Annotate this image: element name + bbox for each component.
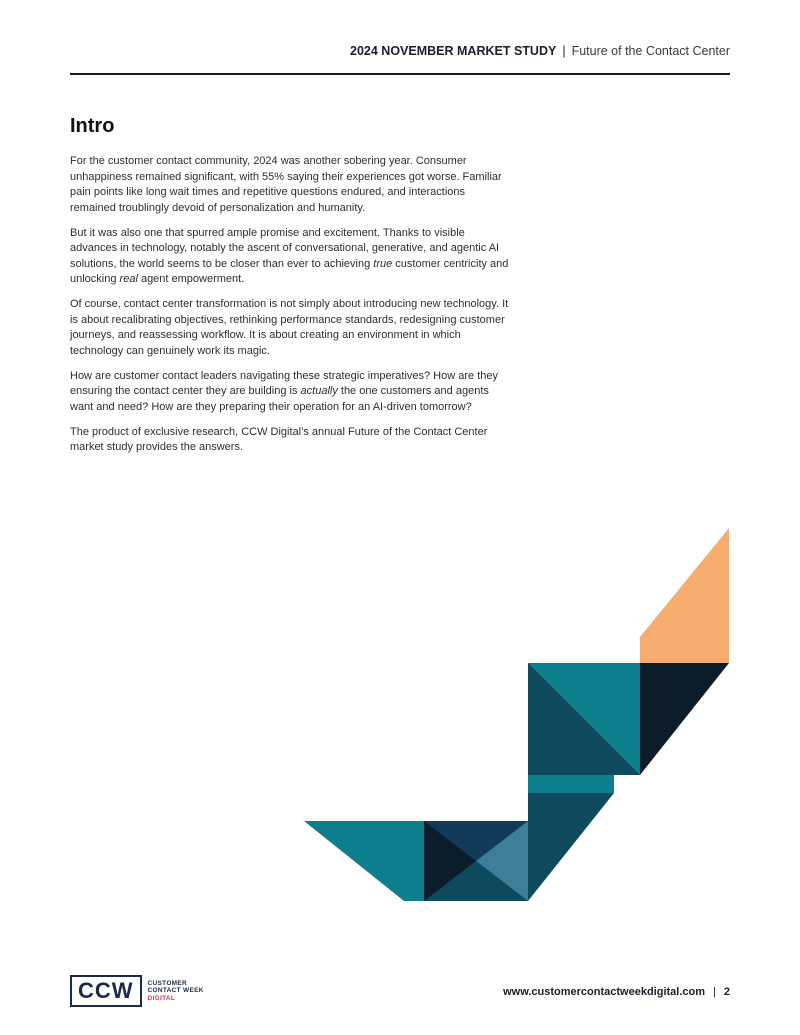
study-title: 2024 NOVEMBER MARKET STUDY xyxy=(350,44,557,58)
ccw-logo xyxy=(70,975,204,1007)
logo-line-1: CUSTOMER xyxy=(147,979,188,987)
teal-strip xyxy=(528,775,614,793)
teal-left-triangle xyxy=(304,821,424,901)
paragraph-2-text-a: But it was also one that spurred ample promise and excitement. Thanks to visible advances in technology, notably the ascent of conversational, generative, and agentic AI solutions, the world seems to be closer than ever to achieving xyxy=(70,226,500,270)
report-subtitle: Future of the Contact Center xyxy=(571,44,730,58)
dark-teal-wedge xyxy=(528,793,614,901)
logo-line-3: DIGITAL xyxy=(147,994,176,1002)
paragraph-2-text-b: customer centricity and unlocking xyxy=(70,257,509,285)
logo-wordmark xyxy=(148,980,204,1003)
square-right-triangle xyxy=(476,821,528,901)
paragraph-1: For the customer contact community, 2024 was another sobering year. Consumer unhappiness remained significant, with 55% saying their experiences got worse. Familiar pain points like long wait times and repetitive questions endured, and interactions remained troublingly devoid of personalization and humanity. xyxy=(70,155,502,214)
intro-body xyxy=(70,154,510,465)
page-header xyxy=(70,44,730,58)
paragraph-2 xyxy=(70,226,510,288)
navy-triangle xyxy=(640,663,729,775)
logo-mark: CCW xyxy=(70,975,142,1007)
section-title: Intro xyxy=(70,115,115,137)
dark-teal-triangle xyxy=(528,663,640,775)
square-top-triangle xyxy=(424,821,528,861)
header-separator: | xyxy=(562,44,566,58)
website-link[interactable]: www.customercontactweekdigital.com xyxy=(503,986,706,998)
footer-separator: | xyxy=(713,986,716,998)
paragraph-5: The product of exclusive research, CCW Digital’s annual Future of the Contact Center market study provides the answers. xyxy=(70,425,488,453)
paragraph-4 xyxy=(70,369,510,416)
emphasis-real: real xyxy=(119,273,138,285)
paragraph-4-text-b: the one customers and agents want and need? How are they preparing their operation for an AI-driven tomorrow? xyxy=(70,385,489,413)
page-footer xyxy=(503,986,730,998)
square-base xyxy=(424,821,528,901)
header-divider xyxy=(70,73,730,75)
orange-triangle xyxy=(640,528,729,663)
paragraph-3: Of course, contact center transformation is not simply about introducing new technology. It is about recalibrating objectives, rethinking performance standards, redesigning customer journeys, and reassessing workflow. It is about creating an environment in which technology can genuinely work its magic. xyxy=(70,298,509,357)
logo-line-2: CONTACT WEEK xyxy=(147,987,204,995)
square-bottom-triangle xyxy=(424,861,528,901)
page-number: 2 xyxy=(723,986,730,998)
emphasis-true: true xyxy=(373,257,393,270)
paragraph-2-text-c: agent empowerment. xyxy=(137,273,245,285)
teal-square xyxy=(528,663,640,775)
emphasis-actually: actually xyxy=(300,385,338,397)
paragraph-4-text-a: How are customer contact leaders navigating these strategic imperatives? How are they ensuring the contact center they are building is xyxy=(70,369,498,397)
square-left-triangle xyxy=(424,821,476,901)
